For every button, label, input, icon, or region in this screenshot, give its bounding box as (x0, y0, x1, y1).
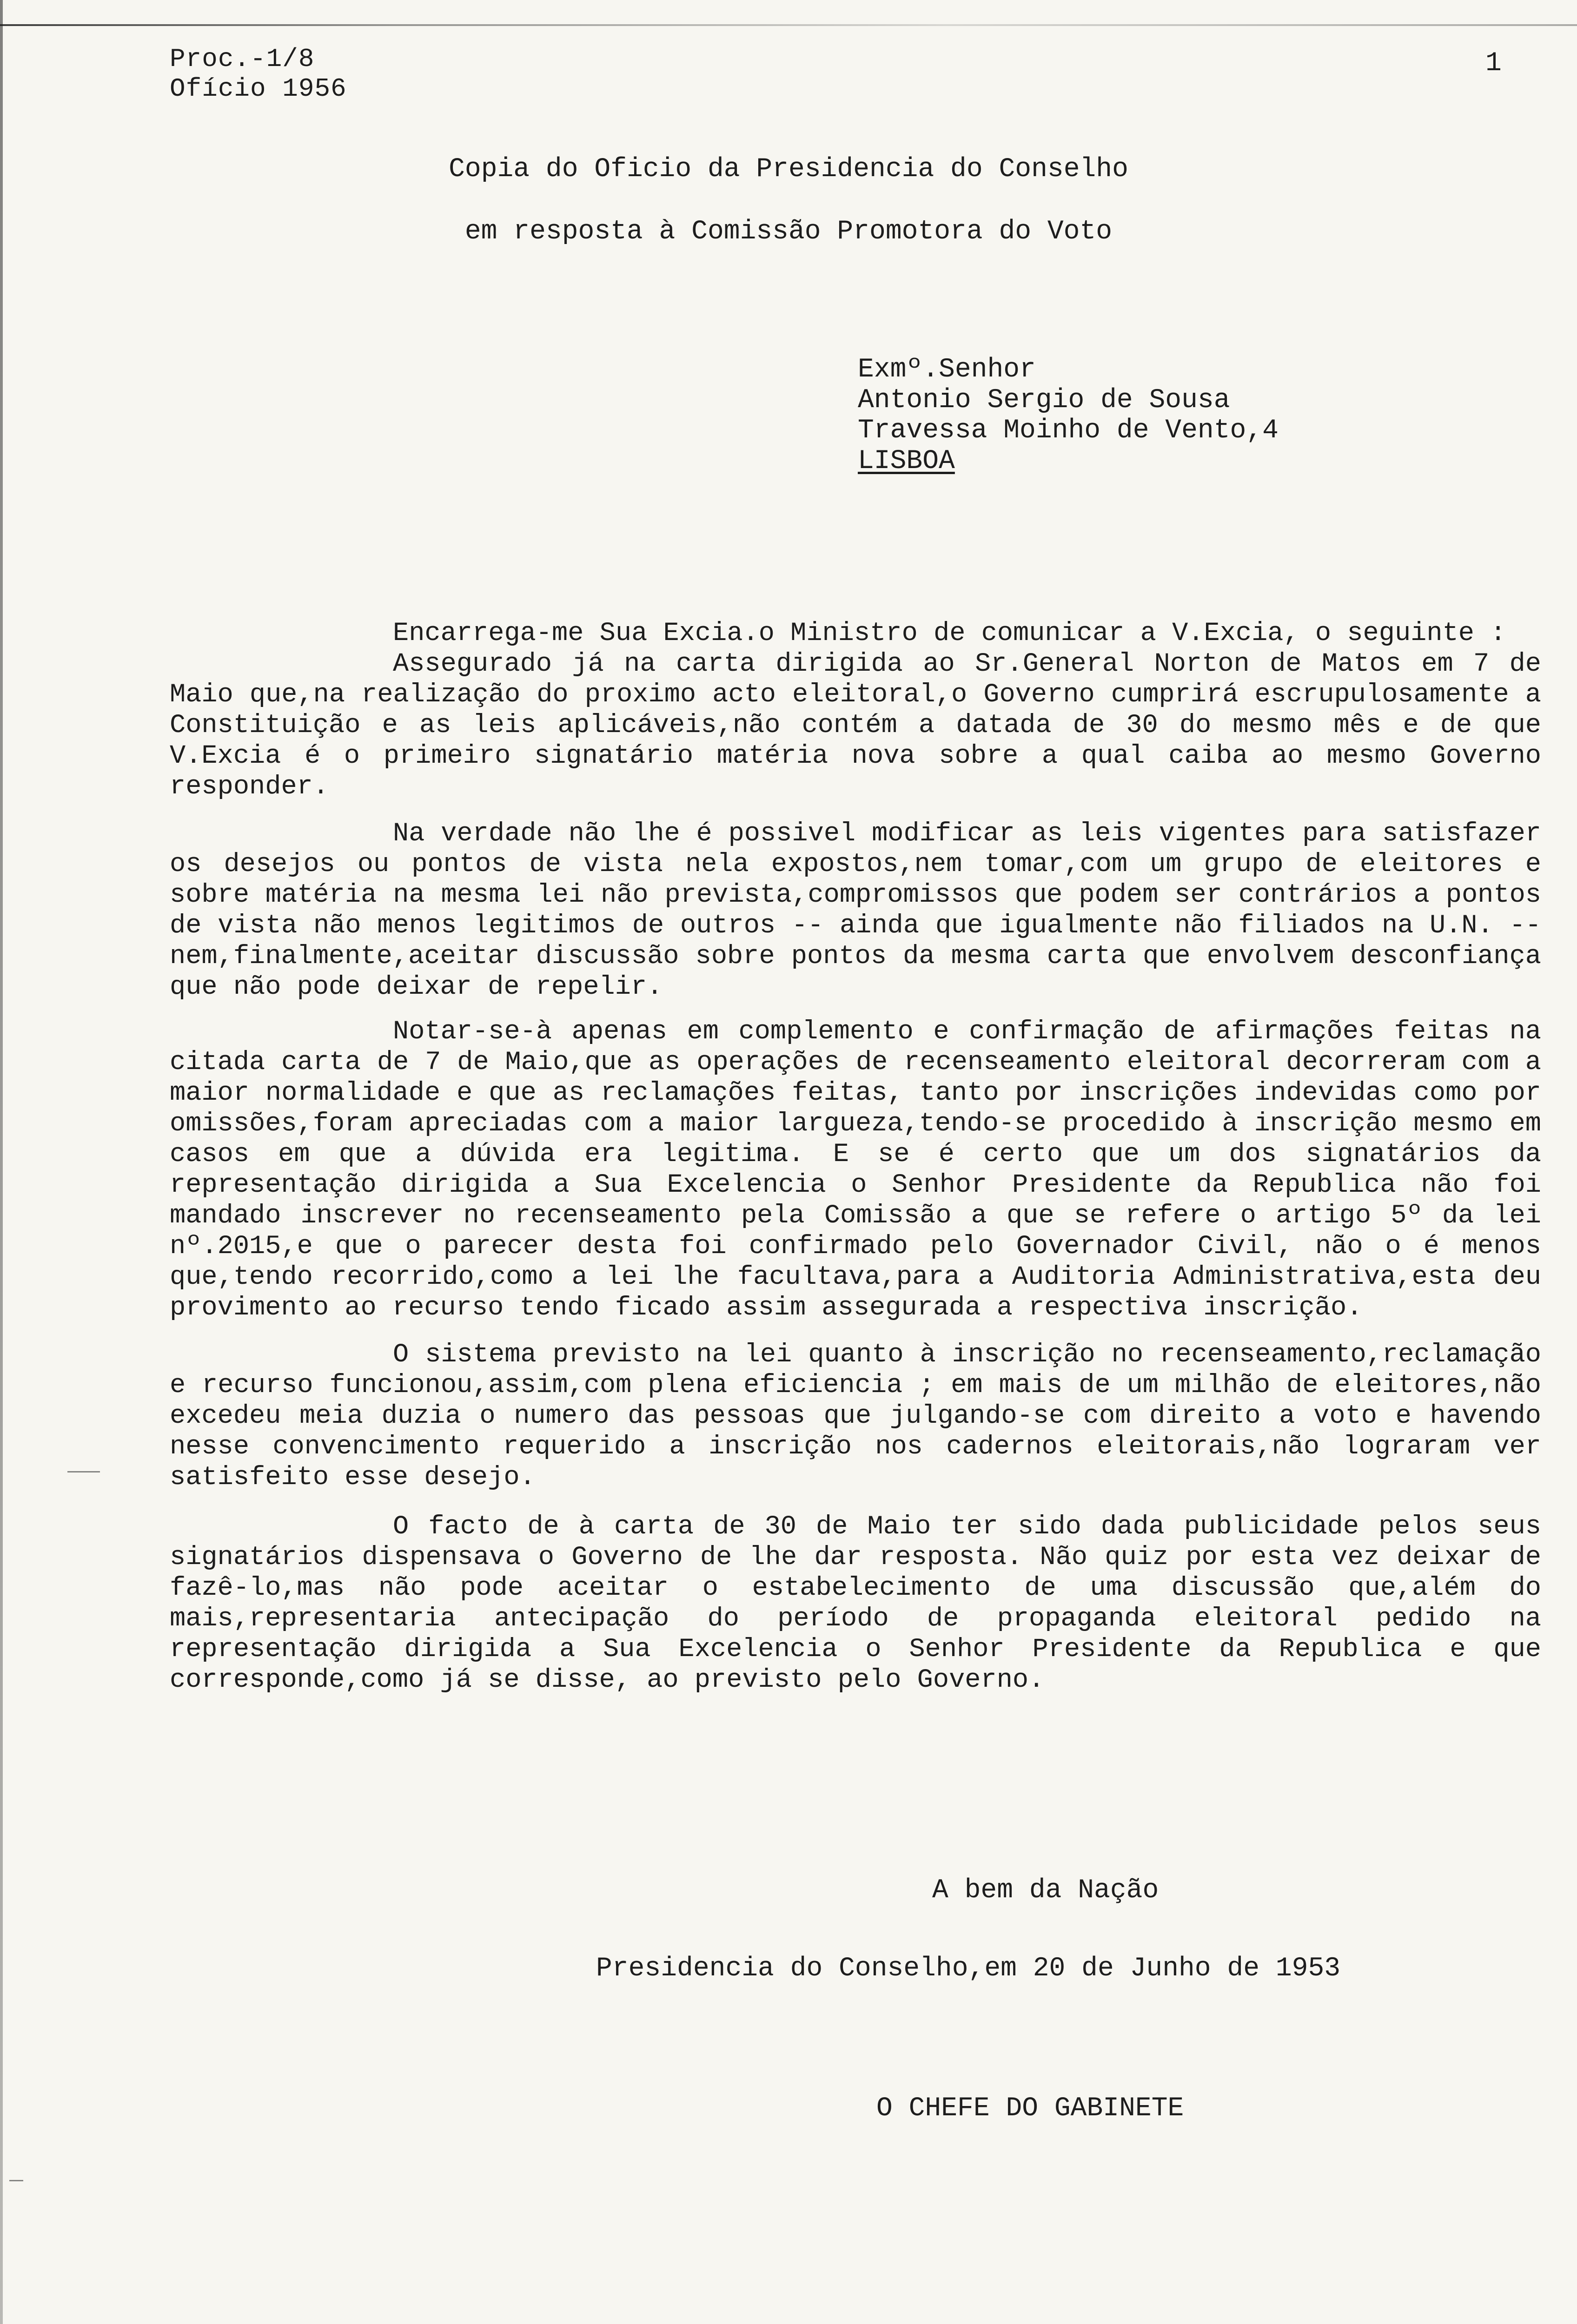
paragraph-4: O sistema previsto na lei quanto à inscrição no recenseamento,reclamação e recurso funcionou,assim,com plena eficiencia ; em mais de um milhão de eleitores,não excedeu meia duzia o numero das pessoas que julgando-se com direito a voto e havendo nesse convencimento requerido a inscrição nos cadernos eleitorais,não lograram ver satisfeito esse desejo. (170, 1340, 1541, 1492)
paragraph-5: O facto de à carta de 30 de Maio ter sido dada publicidade pelos seus signatários dispensava o Governo de lhe dar resposta. Não quiz por esta vez deixar de fazê-lo,mas não pode aceitar o estabelecimento de uma discussão que,além do mais,representaria antecipação do período de propaganda eleitoral pedido na representação dirigida a Sua Excelencia o Senhor Presidente da Republica e que corresponde,como já se disse, ao previsto pelo Governo. (170, 1512, 1541, 1695)
process-reference: Proc.-1/8 (170, 44, 315, 74)
document-title: Copia do Oficio da Presidencia do Conselho (449, 154, 1128, 185)
letter-body (170, 618, 1541, 1696)
scan-mark (67, 1471, 100, 1472)
office-reference: Ofício 1956 (170, 74, 347, 104)
closing-motto: A bem da Nação (932, 1875, 1159, 1906)
paragraph-3: Notar-se-à apenas em complemento e confirmação de afirmações feitas na citada carta de 7 de Maio,que as operações de recenseamento eleitoral decorreram com a maior normalidade e que as reclamações feitas, tanto por inscrições indevidas como por omissões,foram apreciadas com a maior largueza,tendo-se procedido à inscrição mesmo em casos em que a dúvida era legitima. E se é certo que um dos signatários da representação dirigida a Sua Excelencia o Senhor Presidente da Republica não foi mandado inscrever no recenseamento pela Comissão a que se refere o artigo 5º da lei nº.2015,e que o parecer desta foi confirmado pelo Governador Civil, não o é menos que,tendo recorrido,como a lei lhe facultava,para a Auditoria Administrativa,esta deu provimento ao recurso tendo ficado assim assegurada a respectiva inscrição. (170, 1017, 1541, 1323)
page-number: 1 (1485, 48, 1502, 79)
recipient-name: Antonio Sergio de Sousa (858, 385, 1230, 416)
recipient-address (858, 355, 1279, 476)
paragraph-intro: Encarrega-me Sua Excia.o Ministro de comunicar a V.Excia, o seguinte : (393, 619, 1506, 648)
scan-left-edge (0, 0, 3, 2324)
recipient-salutation: Exmº.Senhor (858, 355, 1036, 385)
document-subtitle: em resposta à Comissão Promotora do Voto (464, 217, 1113, 247)
scan-mark (9, 2180, 23, 2181)
reference-block (170, 44, 347, 104)
recipient-city: LISBOA (858, 446, 955, 476)
signature-title: O CHEFE DO GABINETE (876, 2093, 1184, 2124)
recipient-street: Travessa Moinho de Vento,4 (858, 416, 1279, 446)
scan-streak (0, 24, 1577, 26)
paragraph-1: Assegurado já na carta dirigida ao Sr.General Norton de Matos em 7 de Maio que,na realização do proximo acto eleitoral,o Governo cumprirá escrupulosamente a Constituição e as leis aplicáveis,não contém a datada de 30 do mesmo mês e de que V.Excia é o primeiro signatário matéria nova sobre a qual caiba ao mesmo Governo responder. (170, 649, 1541, 802)
place-and-date: Presidencia do Conselho,em 20 de Junho de 1953 (596, 1954, 1341, 1984)
paragraph-2: Na verdade não lhe é possivel modificar as leis vigentes para satisfazer os desejos ou pontos de vista nela expostos,nem tomar,com um grupo de eleitores e sobre matéria na mesma lei não prevista,compromissos que podem ser contrários a pontos de vista não menos legitimos de outros -- ainda que igualmente não filiados na U.N. -- nem,finalmente,aceitar discussão sobre pontos da mesma carta que envolvem desconfiança que não pode deixar de repelir. (170, 819, 1541, 1002)
